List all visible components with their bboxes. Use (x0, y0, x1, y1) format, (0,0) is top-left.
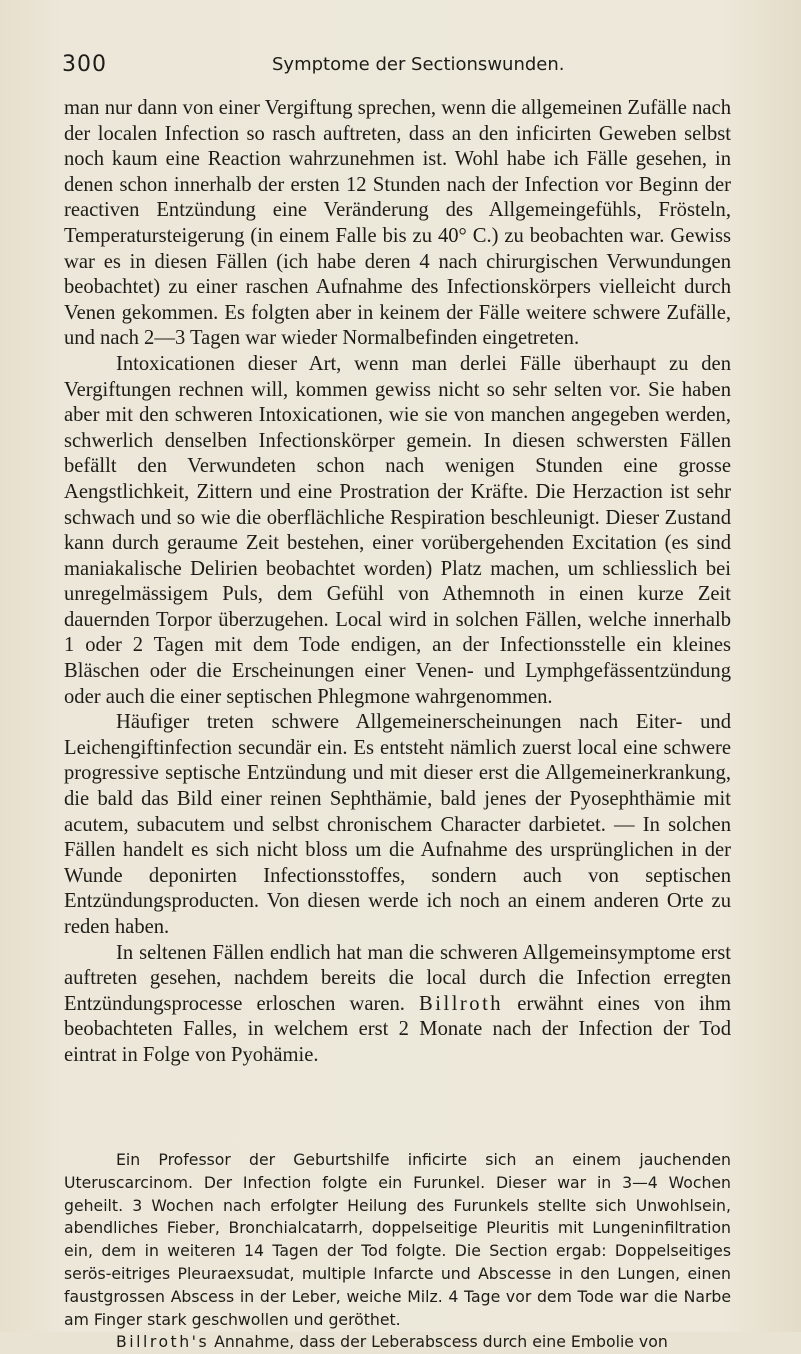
case-paragraph-2-text: Annahme, dass der Leberabscess durch eine Embolie von (214, 1332, 668, 1352)
paragraph-1: man nur dann von einer Vergiftung sprechen, wenn die allgemeinen Zufälle nach der localen Infection so rasch auftreten, dass an den inficirten Geweben selbst noch kaum eine Reaction wahrzunehmen ist. Wohl habe ich Fälle gesehen, in denen schon innerhalb der ersten 12 Stunden nach der Infection vor Beginn der reactiven Entzündung eine Veränderung des Allgemeingefühls, Frösteln, Temperatursteigerung (in einem Falle bis zu 40° C.) zu beobachten war. Gewiss war es in diesen Fällen (ich habe deren 4 nach chirurgischen Verwundungen beobachtet) zu einer raschen Aufnahme des Infectionskörpers vielleicht durch Venen gekommen. Es folgten aber in keinem der Fälle weitere schwere Zufälle, und nach 2—3 Tagen war wieder Normalbefinden eingetreten. (64, 97, 731, 350)
case-paragraph-2 (64, 1331, 731, 1354)
author-name-possessive: Billroth's (116, 1332, 210, 1352)
page-number: 300 (62, 52, 107, 77)
paragraph-4 (64, 941, 731, 1069)
author-name: Billroth (419, 992, 504, 1015)
running-title: Symptome der Sectionswunden. (272, 54, 565, 75)
paragraph-4-text: In seltenen Fällen endlich hat man die schweren Allgemeinsymptome erst auftreten gesehen, nachdem bereits die local durch die Infection erregten Entzündungsprocesse erloschen waren. (64, 941, 731, 1015)
page-header (62, 52, 742, 82)
paragraph-3: Häufiger treten schwere Allgemeinerscheinungen nach Eiter- und Leichengiftinfection secundär ein. Es entsteht nämlich zuerst local eine schwere progressive septische Entzündung und mit dieser erst die Allgemeinerkrankung, die bald das Bild einer reinen Sephthämie, bald jenes der Pyosephthämie mit acutem, subacutem und selbst chronischem Character darbietet. — In solchen Fällen handelt es sich nicht bloss um die Aufnahme des ursprünglichen in der Wunde deponirten Infectionsstoffes, sondern auch von septischen Entzündungsproducten. Von diesen werde ich noch an einem anderen Orte zu reden haben. (64, 711, 731, 938)
case-report (64, 1149, 731, 1354)
case-paragraph-1: Ein Professor der Geburtshilfe inficirte sich an einem jauchenden Uteruscarcinom. Der Infection folgte ein Furunkel. Dieser war in 3—4 Wochen geheilt. 3 Wochen nach erfolgter Heilung des Furunkels stellte sich Unwohlsein, abendliches Fieber, Bronchialcatarrh, doppelseitige Pleuritis mit Lungeninfiltration ein, dem in weiteren 14 Tagen der Tod folgte. Die Section ergab: Doppelseitiges serös-eitriges Pleuraexsudat, multiple Infarcte und Abscesse in den Lungen, einen faustgrossen Abscess in der Leber, weiche Milz. 4 Tage vor dem Tode war die Narbe am Finger stark geschwollen und geröthet. (64, 1150, 731, 1329)
paragraph-2: Intoxicationen dieser Art, wenn man derlei Fälle überhaupt zu den Vergiftungen rechnen will, kommen gewiss nicht so sehr selten vor. Sie haben aber mit den schweren Intoxicationen, wie sie von manchen angegeben werden, schwerlich denselben Infectionskörper gemein. In diesen schwersten Fällen befällt den Verwundeten schon nach wenigen Stunden eine grosse Aengstlichkeit, Zittern und eine Prostration der Kräfte. Die Herzaction ist sehr schwach und so wie die oberflächliche Respiration beschleunigt. Dieser Zustand kann durch geraume Zeit bestehen, einer vorübergehenden Excitation (es sind maniakalische Delirien beobachtet worden) Platz machen, um schliesslich bei unregelmässigem Puls, dem Gefühl von Athemnoth in einen kurze Zeit dauernden Torpor überzugehen. Local wird in solchen Fällen, welche innerhalb 1 oder 2 Tagen mit dem Tode endigen, an der Infectionsstelle ein kleines Bläschen oder die Erscheinungen einer Venen- und Lymphgefässentzündung oder auch die einer septischen Phlegmone wahrgenommen. (64, 352, 731, 708)
paragraph-4-cont: erwähnt eines von ihm beobachteten Falles, in welchem erst 2 Monate nach der Infection der Tod eintrat in Folge von Pyohämie. (64, 992, 731, 1066)
main-text (64, 96, 731, 1069)
